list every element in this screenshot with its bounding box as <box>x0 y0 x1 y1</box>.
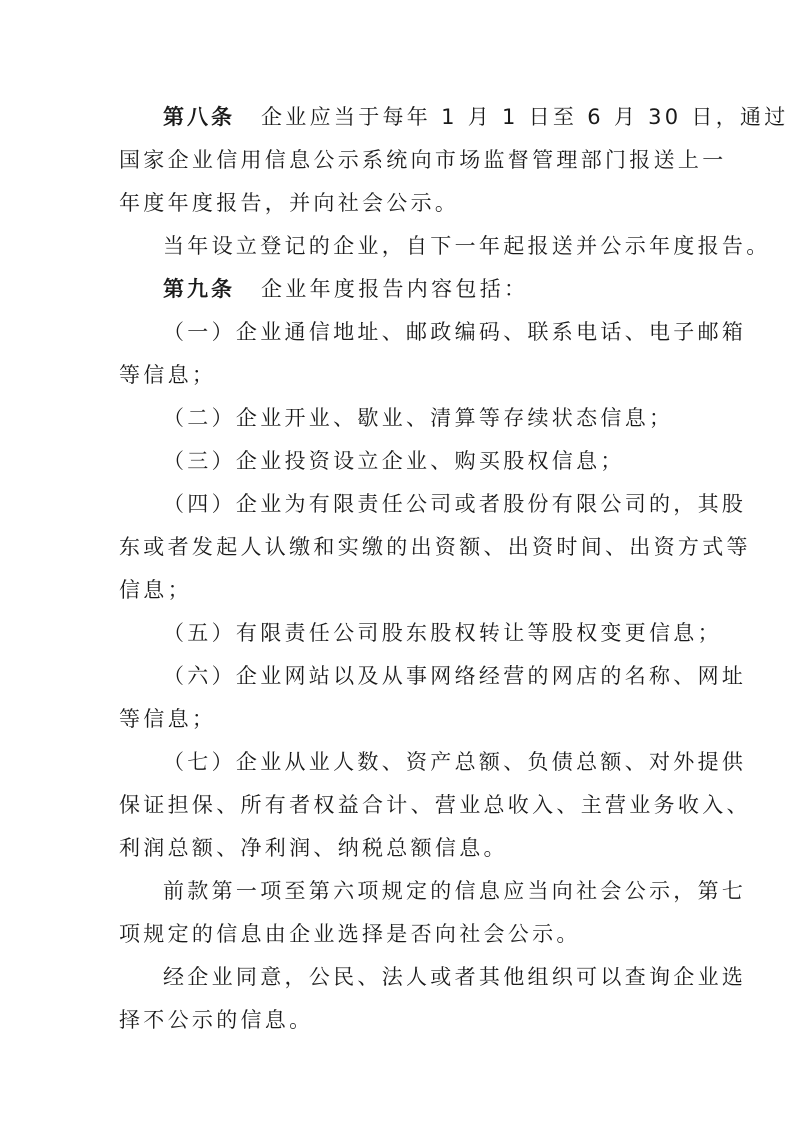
item-1-line-1: （一）企业通信地址、邮政编码、联系电话、电子邮箱 <box>163 320 747 344</box>
article-8-paragraph-2: 当年设立登记的企业，自下一年起报送并公示年度报告。 <box>163 234 771 258</box>
item-3: （三）企业投资设立企业、购买股权信息； <box>163 449 625 473</box>
item-6-line-1: （六）企业网站以及从事网络经营的网店的名称、网址 <box>163 664 747 688</box>
item-6-line-2: 等信息； <box>119 707 217 731</box>
item-7-line-1: （七）企业从业人数、资产总额、负债总额、对外提供 <box>163 750 747 774</box>
article-9-heading: 第九条 <box>163 277 235 301</box>
article-8-heading: 第八条 <box>163 105 235 129</box>
item-7-line-2: 保证担保、所有者权益合计、营业总收入、主营业务收入、 <box>119 793 751 817</box>
paragraph-disclosure-line-2: 项规定的信息由企业选择是否向社会公示。 <box>119 922 581 946</box>
article-8-text: 企业应当于每年 1 月 1 日至 6 月 30 日，通过 <box>261 105 789 129</box>
article-9-first-line <box>163 269 679 309</box>
item-2: （二）企业开业、歇业、清算等存续状态信息； <box>163 406 674 430</box>
paragraph-disclosure-line-1: 前款第一项至第六项规定的信息应当向社会公示，第七 <box>163 879 747 903</box>
paragraph-query-line-2: 择不公示的信息。 <box>119 1008 314 1032</box>
article-8-line-3: 年度年度报告，并向社会公示。 <box>119 191 460 215</box>
article-9-intro: 企业年度报告内容包括： <box>261 277 529 301</box>
item-4-line-3: 信息； <box>119 578 192 602</box>
item-4-line-1: （四）企业为有限责任公司或者股份有限公司的，其股 <box>163 492 747 516</box>
article-8-first-line <box>163 97 789 137</box>
item-5: （五）有限责任公司股东股权转让等股权变更信息； <box>163 621 722 645</box>
article-8-line-2: 国家企业信用信息公示系统向市场监督管理部门报送上一 <box>119 148 727 172</box>
item-4-line-2: 东或者发起人认缴和实缴的出资额、出资时间、出资方式等 <box>119 535 751 559</box>
item-1-line-2: 等信息； <box>119 363 217 387</box>
item-7-line-3: 利润总额、净利润、纳税总额信息。 <box>119 836 508 860</box>
paragraph-query-line-1: 经企业同意，公民、法人或者其他组织可以查询企业选 <box>163 965 747 989</box>
